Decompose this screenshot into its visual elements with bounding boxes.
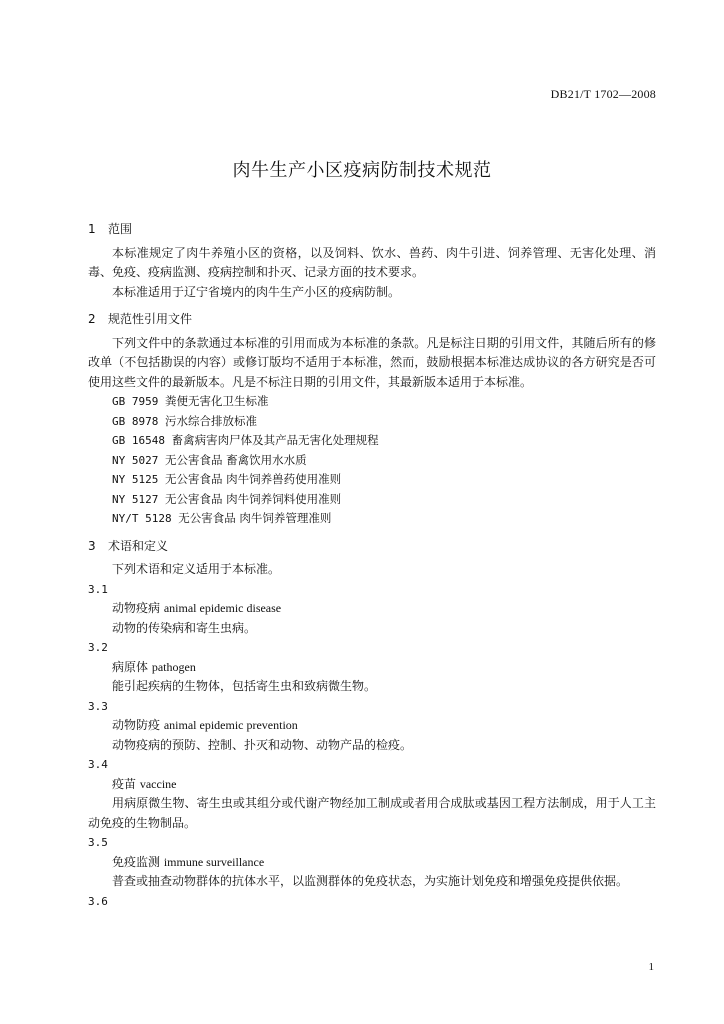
term-number: 3.4 <box>88 758 108 771</box>
standard-code: DB21/T 1702—2008 <box>550 87 656 101</box>
reference-title: 无公害食品 肉牛饲养饲料使用准则 <box>164 491 342 506</box>
page-number: 1 <box>648 961 654 973</box>
document-body <box>88 220 656 911</box>
term-en: animal epidemic disease <box>163 601 282 615</box>
term-definition: 能引起疾病的生物体，包括寄生虫和致病微生物。 <box>112 679 377 693</box>
term-definition: 动物疫病的预防、控制、扑灭和动物、动物产品的检疫。 <box>112 737 413 752</box>
term-zh: 疫苗 <box>112 776 137 791</box>
term-en: vaccine <box>139 776 177 791</box>
term-number: 3.1 <box>88 582 108 596</box>
reference-code: NY 5125 <box>112 473 165 486</box>
paragraph: 下列术语和定义适用于本标准。 <box>112 562 281 576</box>
term-number: 3.3 <box>88 699 108 713</box>
reference-title: 污水综合排放标准 <box>164 413 257 428</box>
term-zh: 病原体 <box>112 659 149 674</box>
section-number: 1 <box>88 222 96 236</box>
term-heading <box>88 853 656 873</box>
reference-item <box>88 470 656 490</box>
reference-title: 无公害食品 肉牛饲养管理准则 <box>178 511 332 525</box>
reference-title: 粪便无害化卫生标准 <box>164 394 269 408</box>
term-heading <box>88 775 656 795</box>
term-zh: 动物疫病 <box>112 601 161 615</box>
reference-item <box>88 431 656 451</box>
reference-code: GB 16548 <box>112 434 165 447</box>
section-number: 3 <box>88 538 96 553</box>
section-number: 2 <box>88 312 96 326</box>
term-zh: 免疫监测 <box>112 854 161 869</box>
term-definition: 普查或抽查动物群体的抗体水平，以监测群体的免疫状态，为实施计划免疫和增强免疫提供依据。 <box>112 874 629 888</box>
reference-item <box>88 451 656 471</box>
reference-item <box>88 412 656 432</box>
term-definition: 用病原微生物、寄生虫或其组分或代谢产物经加工制成或者用合成肽或基因工程方法制成，用于人工主动免疫的生物制品。 <box>88 796 656 830</box>
section-heading <box>88 310 656 330</box>
term-definition: 动物的传染病和寄生虫病。 <box>112 620 257 635</box>
term-number: 3.6 <box>88 894 108 908</box>
section-title: 术语和定义 <box>108 538 169 553</box>
section-heading <box>88 220 656 240</box>
term-en: animal epidemic prevention <box>163 718 298 732</box>
reference-item <box>88 509 656 529</box>
term-number: 3.2 <box>88 641 108 654</box>
reference-item <box>88 490 656 510</box>
term-heading <box>88 716 656 736</box>
term-heading <box>88 658 656 678</box>
paragraph: 本标准规定了肉牛养殖小区的资格，以及饲料、饮水、兽药、肉牛引进、饲养管理、无害化处理、消毒、免疫、疫病监测、疫病控制和扑灭、记录方面的技术要求。 <box>88 245 656 279</box>
reference-code: GB 8978 <box>112 414 159 428</box>
section-heading <box>88 537 656 557</box>
reference-code: GB 7959 <box>112 395 159 408</box>
paragraph: 下列文件中的条款通过本标准的引用而成为本标准的条款。凡是标注日期的引用文件，其随后所有的修改单（不包括勘误的内容）或修订版均不适用于本标准，然而，鼓励根据本标准达成协议的各方研究是否可使用这些文件的最新版本。凡是不标注日期的引用文件，其最新版本适用于本标准。 <box>88 335 656 389</box>
term-heading <box>88 599 656 619</box>
reference-code: NY 5027 <box>112 453 159 467</box>
reference-title: 畜禽病害肉尸体及其产品无害化处理规程 <box>171 433 379 447</box>
paragraph: 本标准适用于辽宁省境内的肉牛生产小区的疫病防制。 <box>112 284 401 299</box>
reference-title: 无公害食品 肉牛饲养兽药使用准则 <box>164 472 342 486</box>
reference-code: NY 5127 <box>112 492 159 506</box>
section-title: 范围 <box>108 222 133 236</box>
term-number: 3.5 <box>88 836 108 849</box>
section-title: 规范性引用文件 <box>108 312 193 326</box>
term-en: pathogen <box>151 659 196 674</box>
document-title: 肉牛生产小区疫病防制技术规范 <box>232 160 492 181</box>
reference-item <box>88 392 656 412</box>
reference-title: 无公害食品 畜禽饮用水水质 <box>164 452 307 467</box>
reference-code: NY/T 5128 <box>112 512 172 525</box>
term-en: immune surveillance <box>163 854 265 869</box>
term-zh: 动物防疫 <box>112 718 161 732</box>
